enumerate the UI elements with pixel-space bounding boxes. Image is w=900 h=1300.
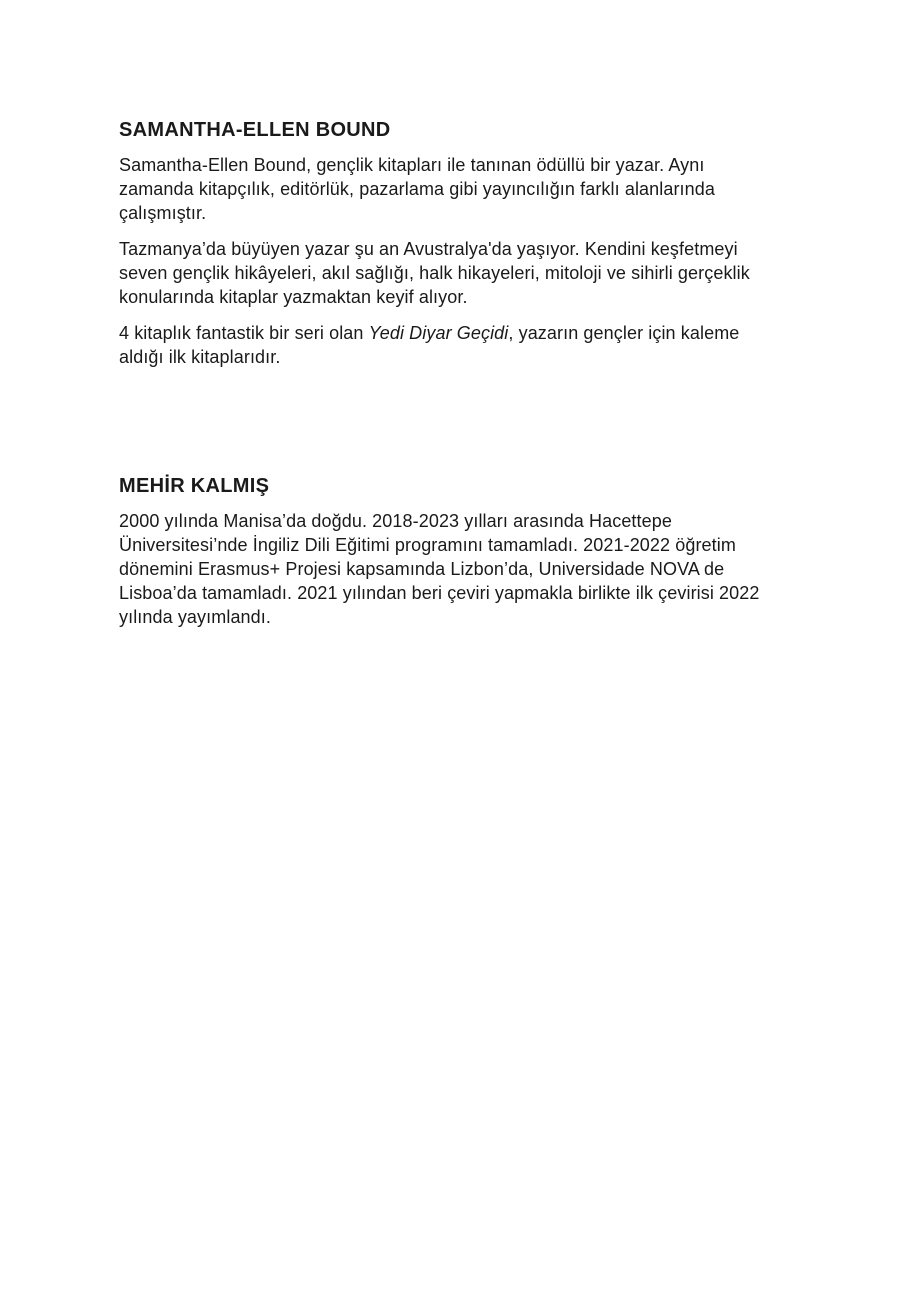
author-bio-paragraph-3-tail: , yazarın gençler için kaleme aldığı ilk kitaplarıdır.: [119, 323, 740, 367]
book-series-title: Yedi Diyar Geçidi: [368, 323, 509, 343]
translator-bio: [119, 474, 769, 629]
translator-name-heading: MEHİR KALMIŞ: [119, 475, 270, 497]
author-bio: [119, 118, 769, 381]
author-bio-paragraph-1: Samantha-Ellen Bound, gençlik kitapları ile tanınan ödüllü bir yazar. Aynı zamanda kitapçılık, editörlük, pazarlama gibi yayıncılığın farklı alanlarında çalışmıştır.: [119, 155, 715, 223]
translator-bio-paragraph: 2000 yılında Manisa’da doğdu. 2018-2023 yılları arasında Hacettepe Üniversitesi’nde İngiliz Dili Eğitimi programını tamamladı. 2021-2022 öğretim dönemini Erasmus+ Projesi kapsamında Lizbon’da, Universidade NOVA de Lisboa’da tamamladı. 2021 yılından beri çeviri yapmakla birlikte ilk çevirisi 2022 yılında yayımlandı.: [119, 511, 760, 627]
author-bio-paragraph-3: [119, 321, 769, 369]
author-bio-paragraph-2: Tazmanya’da büyüyen yazar şu an Avustralya'da yaşıyor. Kendini keşfetmeyi seven gençlik hikâyeleri, akıl sağlığı, halk hikayeleri, mitoloji ve sihirli gerçeklik konularında kitaplar yazmaktan keyif alıyor.: [119, 239, 750, 307]
author-bio-paragraph-3-lead: 4 kitaplık fantastik bir seri olan: [119, 323, 369, 343]
author-name-heading: SAMANTHA-ELLEN BOUND: [119, 119, 391, 141]
